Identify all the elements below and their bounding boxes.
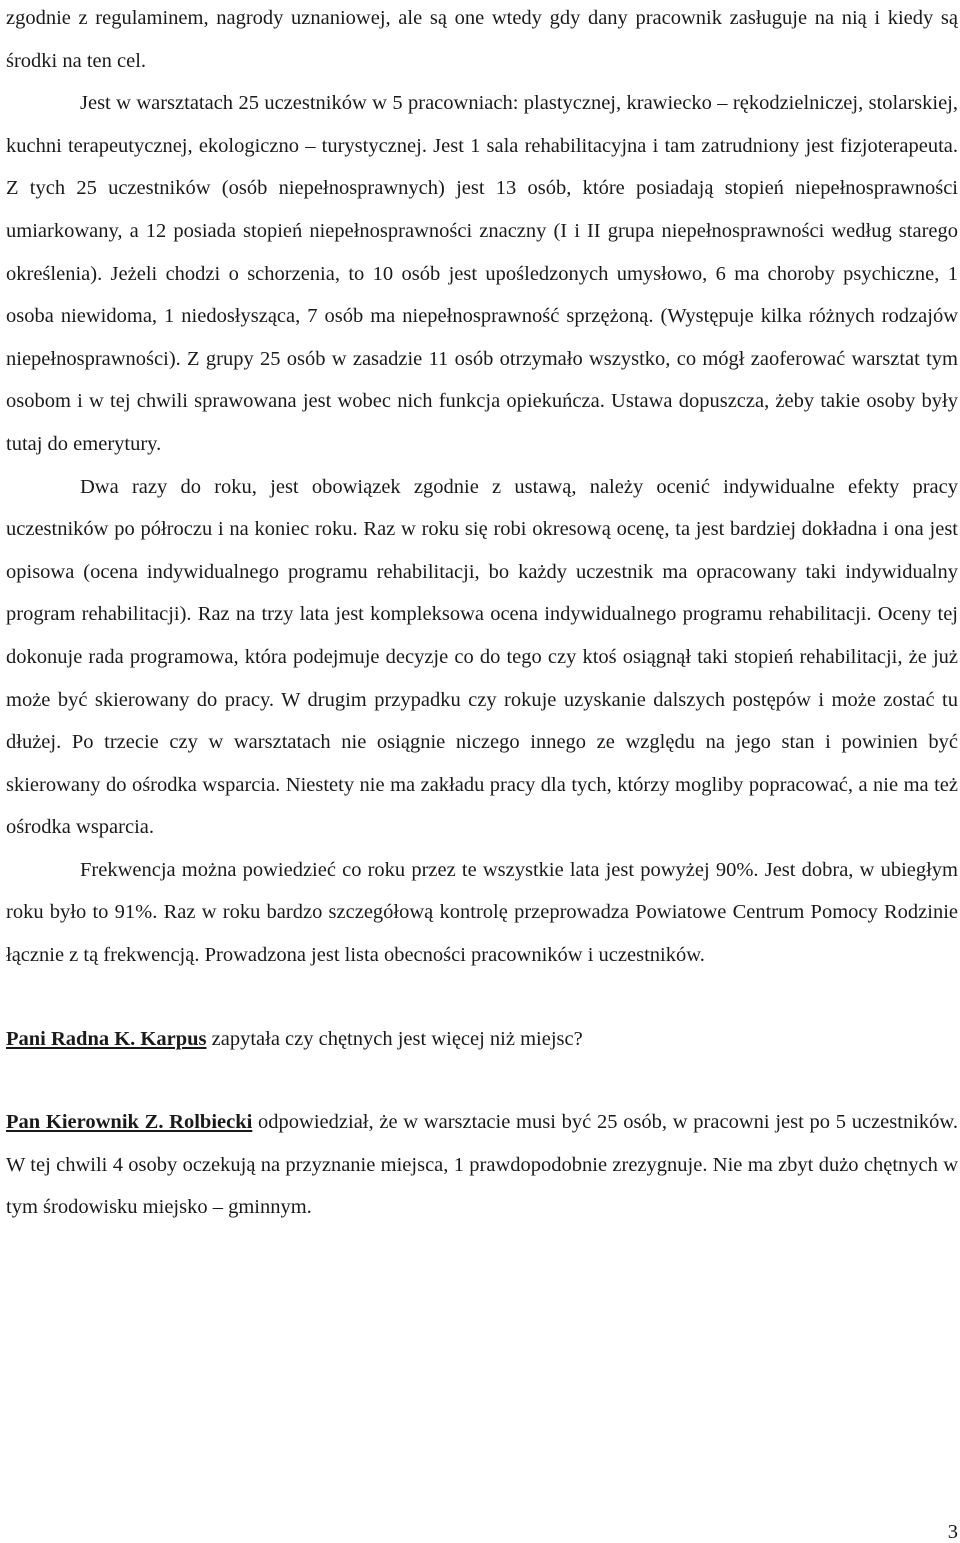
statement-rolbiecki (6, 1101, 958, 1229)
page-number: 3 (947, 1521, 958, 1543)
statement-text: zapytała czy chętnych jest więcej niż miejsc? (206, 1027, 583, 1050)
speaker-name: Pan Kierownik Z. Rolbiecki (6, 1111, 253, 1134)
statement-karpus (6, 1018, 958, 1061)
paragraph-attendance: Frekwencja można powiedzieć co roku przez te wszystkie lata jest powyżej 90%. Jest dobra, w ubiegłym roku było to 91%. Raz w roku bardzo szczegółową kontrolę przeprowadza Powiatowe Centrum Pomocy Rodzinie łącznie z tą frekwencją. Prowadzona jest lista obecności pracowników i uczestników. (6, 858, 958, 967)
speaker-name: Pani Radna K. Karpus (6, 1027, 207, 1050)
statement-text: odpowiedział, że w warsztacie musi być 25 osób, w pracowni jest po 5 uczestników. W tej chwili 4 osoby oczekują na przyznanie miejsca, 1 prawdopodobnie zrezygnuje. Nie ma zbyt dużo chętnych w tym środowisku miejsko – gminnym. (6, 1111, 958, 1219)
paragraph-continuation: zgodnie z regulaminem, nagrody uznaniowej, ale są one wtedy gdy dany pracownik zasługuje na nią i kiedy są środki na ten cel. (6, 7, 958, 72)
document-page (6, 0, 958, 1229)
paragraph-workshop-participants: Jest w warsztatach 25 uczestników w 5 pracowniach: plastycznej, krawiecko – rękodzielniczej, stolarskiej, kuchni terapeutycznej, ekologiczno – turystycznej. Jest 1 sala rehabilitacyjna i tam zatrudniony jest fizjoterapeuta. Z tych 25 uczestników (osób niepełnosprawnych) jest 13 osób, które posiadają stopień niepełnosprawności umiarkowany, a 12 posiada stopień niepełnosprawności znaczny (I i II grupa niepełnosprawności według starego określenia). Jeżeli chodzi o schorzenia, to 10 osób jest upośledzonych umysłowo, 6 ma choroby psychiczne, 1 osoba niewidoma, 1 niedosłysząca, 7 osób ma niepełnosprawność sprzężoną. (Występuje kilka różnych rodzajów niepełnosprawności). Z grupy 25 osób w zasadzie 11 osób otrzymało wszystko, co mógł zaoferować warsztat tym osobom i w tej chwili sprawowana jest wobec nich funkcja opiekuńcza. Ustawa dopuszcza, żeby takie osoby były tutaj do emerytury. (6, 92, 958, 455)
paragraph-evaluation: Dwa razy do roku, jest obowiązek zgodnie z ustawą, należy ocenić indywidualne efekty pracy uczestników po półroczu i na koniec roku. Raz w roku się robi okresową ocenę, ta jest bardziej dokładna i ona jest opisowa (ocena indywidualnego programu rehabilitacji, bo każdy uczestnik ma opracowany taki indywidualny program rehabilitacji). Raz na trzy lata jest kompleksowa ocena indywidualnego programu rehabilitacji. Oceny tej dokonuje rada programowa, która podejmuje decyzje co do tego czy ktoś osiągnął taki stopień rehabilitacji, że już może być skierowany do pracy. W drugim przypadku czy rokuje uzyskanie dalszych postępów i może zostać tu dłużej. Po trzecie czy w warsztatach nie osiągnie niczego innego ze względu na jego stan i powinien być skierowany do ośrodka wsparcia. Niestety nie ma zakładu pracy dla tych, którzy mogliby popracować, a nie ma też ośrodka wsparcia. (6, 475, 958, 839)
